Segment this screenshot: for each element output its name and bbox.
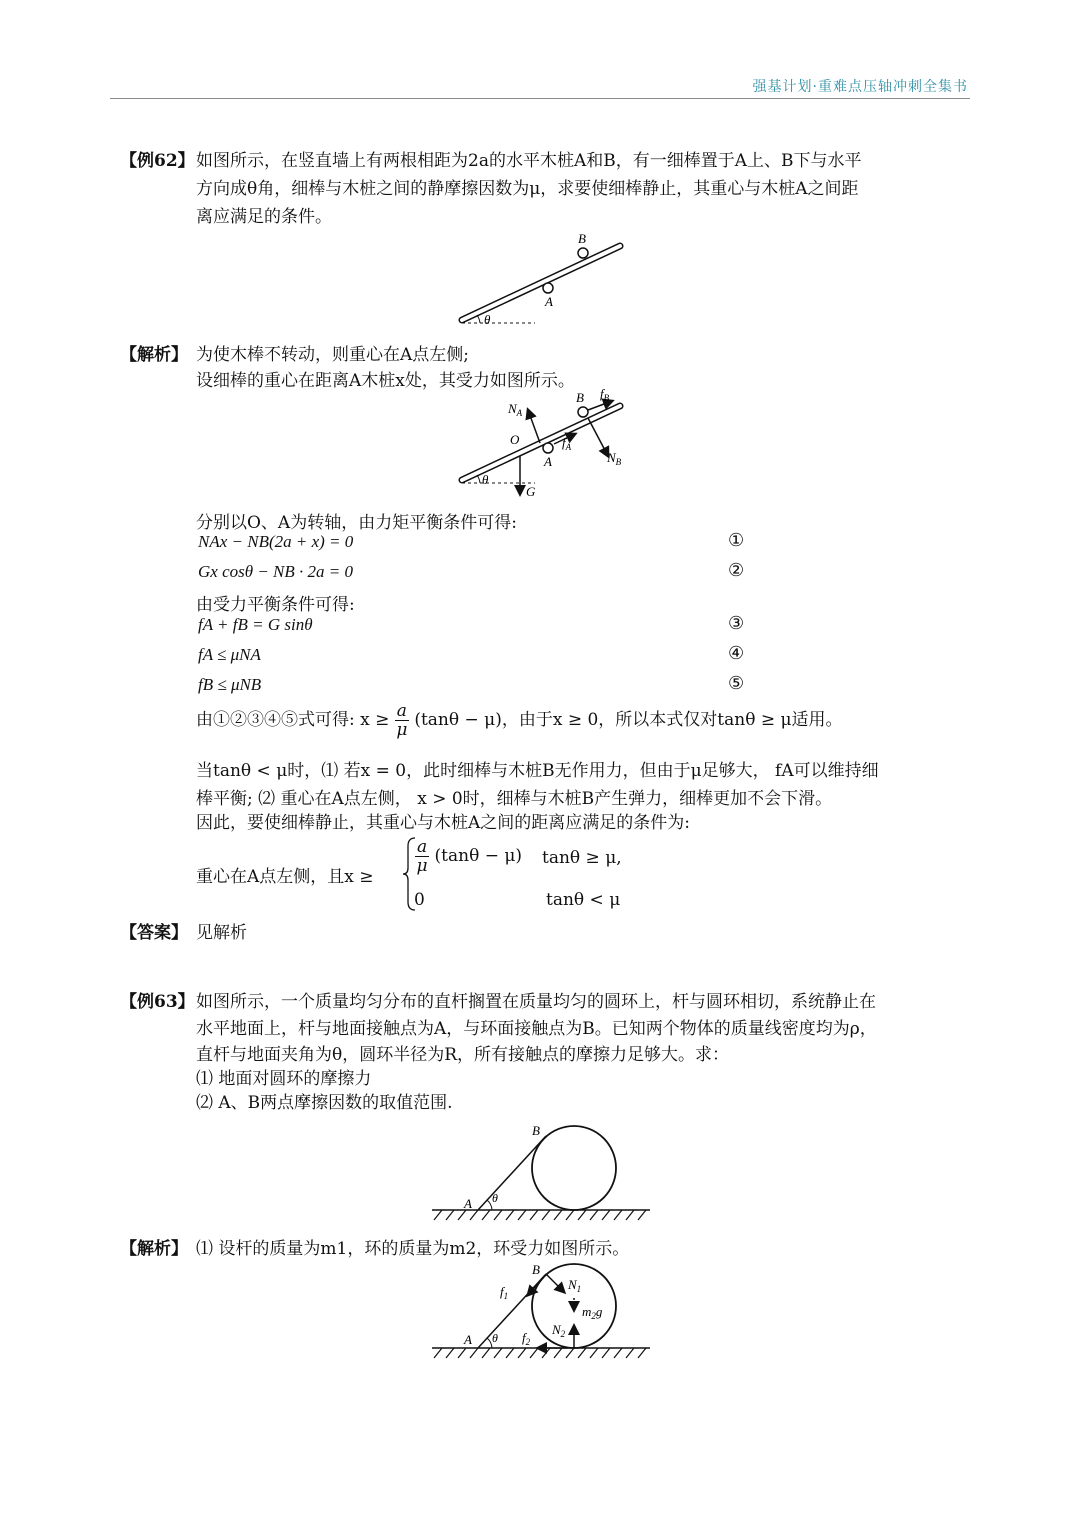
equation-1: NAx − NB(2a + x) = 0 <box>198 532 354 551</box>
label-m2g: $m_2g$ <box>582 1304 603 1321</box>
equation-4: fA ≤ μNA <box>198 645 261 664</box>
figure-rod-force-diagram <box>450 388 630 500</box>
header-divider <box>110 98 970 99</box>
ex62-solution-line-7: 棒平衡; ⑵ 重心在A点左侧， x > 0时，细棒与木桩B产生弹力，细棒更加不会下滑。 <box>196 789 833 809</box>
piecewise-condition-2: tanθ < μ <box>546 890 621 910</box>
fraction-numerator: a <box>396 701 407 721</box>
ex63-question-line-1: 如图所示，一个质量均匀分布的直杆搁置在质量均匀的圆环上，杆与圆环相切，系统静止在 <box>196 992 876 1012</box>
rod <box>478 1136 546 1210</box>
ex62-question-line-2: 方向成θ角，细棒与木桩之间的静摩擦因数为μ，求要使细棒静止，其重心与木桩A之间距 <box>196 179 859 199</box>
ex62-solution-line-3: 分别以O、A为转轴，由力矩平衡条件可得: <box>196 513 517 533</box>
label-f2: $f_2$ <box>522 1330 531 1347</box>
piecewise-case-2: 0 <box>414 890 425 910</box>
case-1-fraction <box>415 838 429 875</box>
label-na: $N_A$ <box>508 401 523 418</box>
ex62-answer: 见解析 <box>196 923 247 943</box>
label-f1: $f_1$ <box>500 1284 509 1301</box>
ex62-solution-line-8: 因此，要使细棒静止，其重心与木桩A之间的距离应满足的条件为: <box>196 813 691 833</box>
equation-2-number: ② <box>728 560 745 581</box>
label-a: A <box>544 454 552 469</box>
ex63-solution-line-1: ⑴ 设杆的质量为m1，环的质量为m2，环受力如图所示。 <box>196 1239 630 1259</box>
piecewise-case-1 <box>415 838 522 875</box>
ex62-solution-line-4: 由受力平衡条件可得: <box>196 595 355 615</box>
equation-3-number: ③ <box>728 613 745 634</box>
equation-5: fB ≤ μNB <box>198 675 262 694</box>
label-theta: θ <box>492 1191 498 1205</box>
result-prefix: 由①②③④⑤式可得: x ≥ <box>196 710 390 730</box>
label-fa: $f_A$ <box>562 435 572 452</box>
angle-arc <box>477 475 480 483</box>
case-1-numerator: a <box>417 837 428 857</box>
equation-5-number: ⑤ <box>728 673 745 694</box>
ground-hatch <box>434 1348 646 1358</box>
ex63-question-part-1: ⑴ 地面对圆环的摩擦力 <box>196 1069 372 1089</box>
case-1-expression: (tanθ − μ) <box>434 846 523 866</box>
label-n1: $N_1$ <box>568 1277 582 1294</box>
label-a: A <box>464 1196 472 1211</box>
rod-fill <box>462 246 620 320</box>
ex62-solution-line-6: 当tanθ < μ时，⑴ 若x = 0，此时细棒与木桩B无作用力，但由于μ足够大， fA可以维持细 <box>196 761 879 781</box>
result-fraction <box>395 702 409 739</box>
ex63-question-part-2: ⑵ A、B两点摩擦因数的取值范围. <box>196 1093 453 1113</box>
label-g: G <box>526 484 536 499</box>
ex63-solution-tag: 【解析】 <box>120 1239 188 1259</box>
label-b: B <box>532 1123 540 1138</box>
label-o: O <box>510 432 520 447</box>
fraction-denominator: μ <box>396 720 408 740</box>
label-a: A <box>545 294 553 309</box>
arrow-nb <box>588 418 608 456</box>
label-b: B <box>576 390 584 405</box>
peg-a <box>543 283 553 293</box>
arrow-na <box>528 410 540 443</box>
arrow-n1 <box>546 1274 564 1292</box>
figure-rod-on-pegs <box>450 228 630 328</box>
label-nb: $N_B$ <box>607 450 622 467</box>
angle-arc <box>477 315 480 323</box>
label-theta: θ <box>484 312 491 327</box>
case-1-denominator: μ <box>416 856 428 876</box>
peg-a <box>543 443 553 453</box>
ex62-answer-tag: 【答案】 <box>120 923 188 943</box>
piecewise-condition-1: tanθ ≥ μ, <box>542 848 622 868</box>
label-fb: $f_B$ <box>600 388 610 403</box>
arrow-f1 <box>528 1277 544 1295</box>
figure-ring-force-diagram <box>428 1258 654 1362</box>
label-a: A <box>464 1332 472 1347</box>
label-theta: θ <box>492 1331 498 1345</box>
rod-fill <box>462 406 620 480</box>
ex62-solution-line-1: 为使木棒不转动，则重心在A点左侧; <box>196 345 470 365</box>
header-title: 强基计划·重难点压轴冲刺全集书 <box>752 79 968 95</box>
equation-2: Gx cosθ − NB · 2a = 0 <box>198 562 354 581</box>
figure-rod-on-ring <box>428 1120 654 1224</box>
ground-hatch <box>434 1210 646 1220</box>
peg-b <box>578 407 588 417</box>
result-suffix: (tanθ − μ)，由于x ≥ 0，所以本式仅对tanθ ≥ μ适用。 <box>414 710 843 730</box>
ex62-solution-tag: 【解析】 <box>120 345 188 365</box>
ex62-question-line-1: 如图所示，在竖直墙上有两根相距为2a的水平木桩A和B，有一细棒置于A上、B下与水平 <box>196 151 862 171</box>
ex62-result-line <box>196 702 843 739</box>
example-62-tag: 【例62】 <box>120 151 195 171</box>
ex63-question-line-2: 水平地面上，杆与地面接触点为A，与环面接触点为B。已知两个物体的质量线密度均为ρ， <box>196 1019 877 1039</box>
equation-1-number: ① <box>728 530 745 551</box>
label-theta: θ <box>482 472 489 487</box>
ex63-question-line-3: 直杆与地面夹角为θ，圆环半径为R，所有接触点的摩擦力足够大。求： <box>196 1045 730 1065</box>
ex62-condition-prefix: 重心在A点左侧，且x ≥ <box>196 867 374 887</box>
label-n2: $N_2$ <box>552 1322 566 1339</box>
label-b: B <box>532 1262 540 1277</box>
equation-3: fA + fB = G sinθ <box>198 615 313 634</box>
ex62-solution-line-2: 设细棒的重心在距离A木桩x处，其受力如图所示。 <box>196 371 575 391</box>
label-b: B <box>578 231 586 246</box>
equation-4-number: ④ <box>728 643 745 664</box>
peg-b <box>578 248 588 258</box>
example-63-tag: 【例63】 <box>120 992 195 1012</box>
ex62-question-line-3: 离应满足的条件。 <box>196 207 332 227</box>
